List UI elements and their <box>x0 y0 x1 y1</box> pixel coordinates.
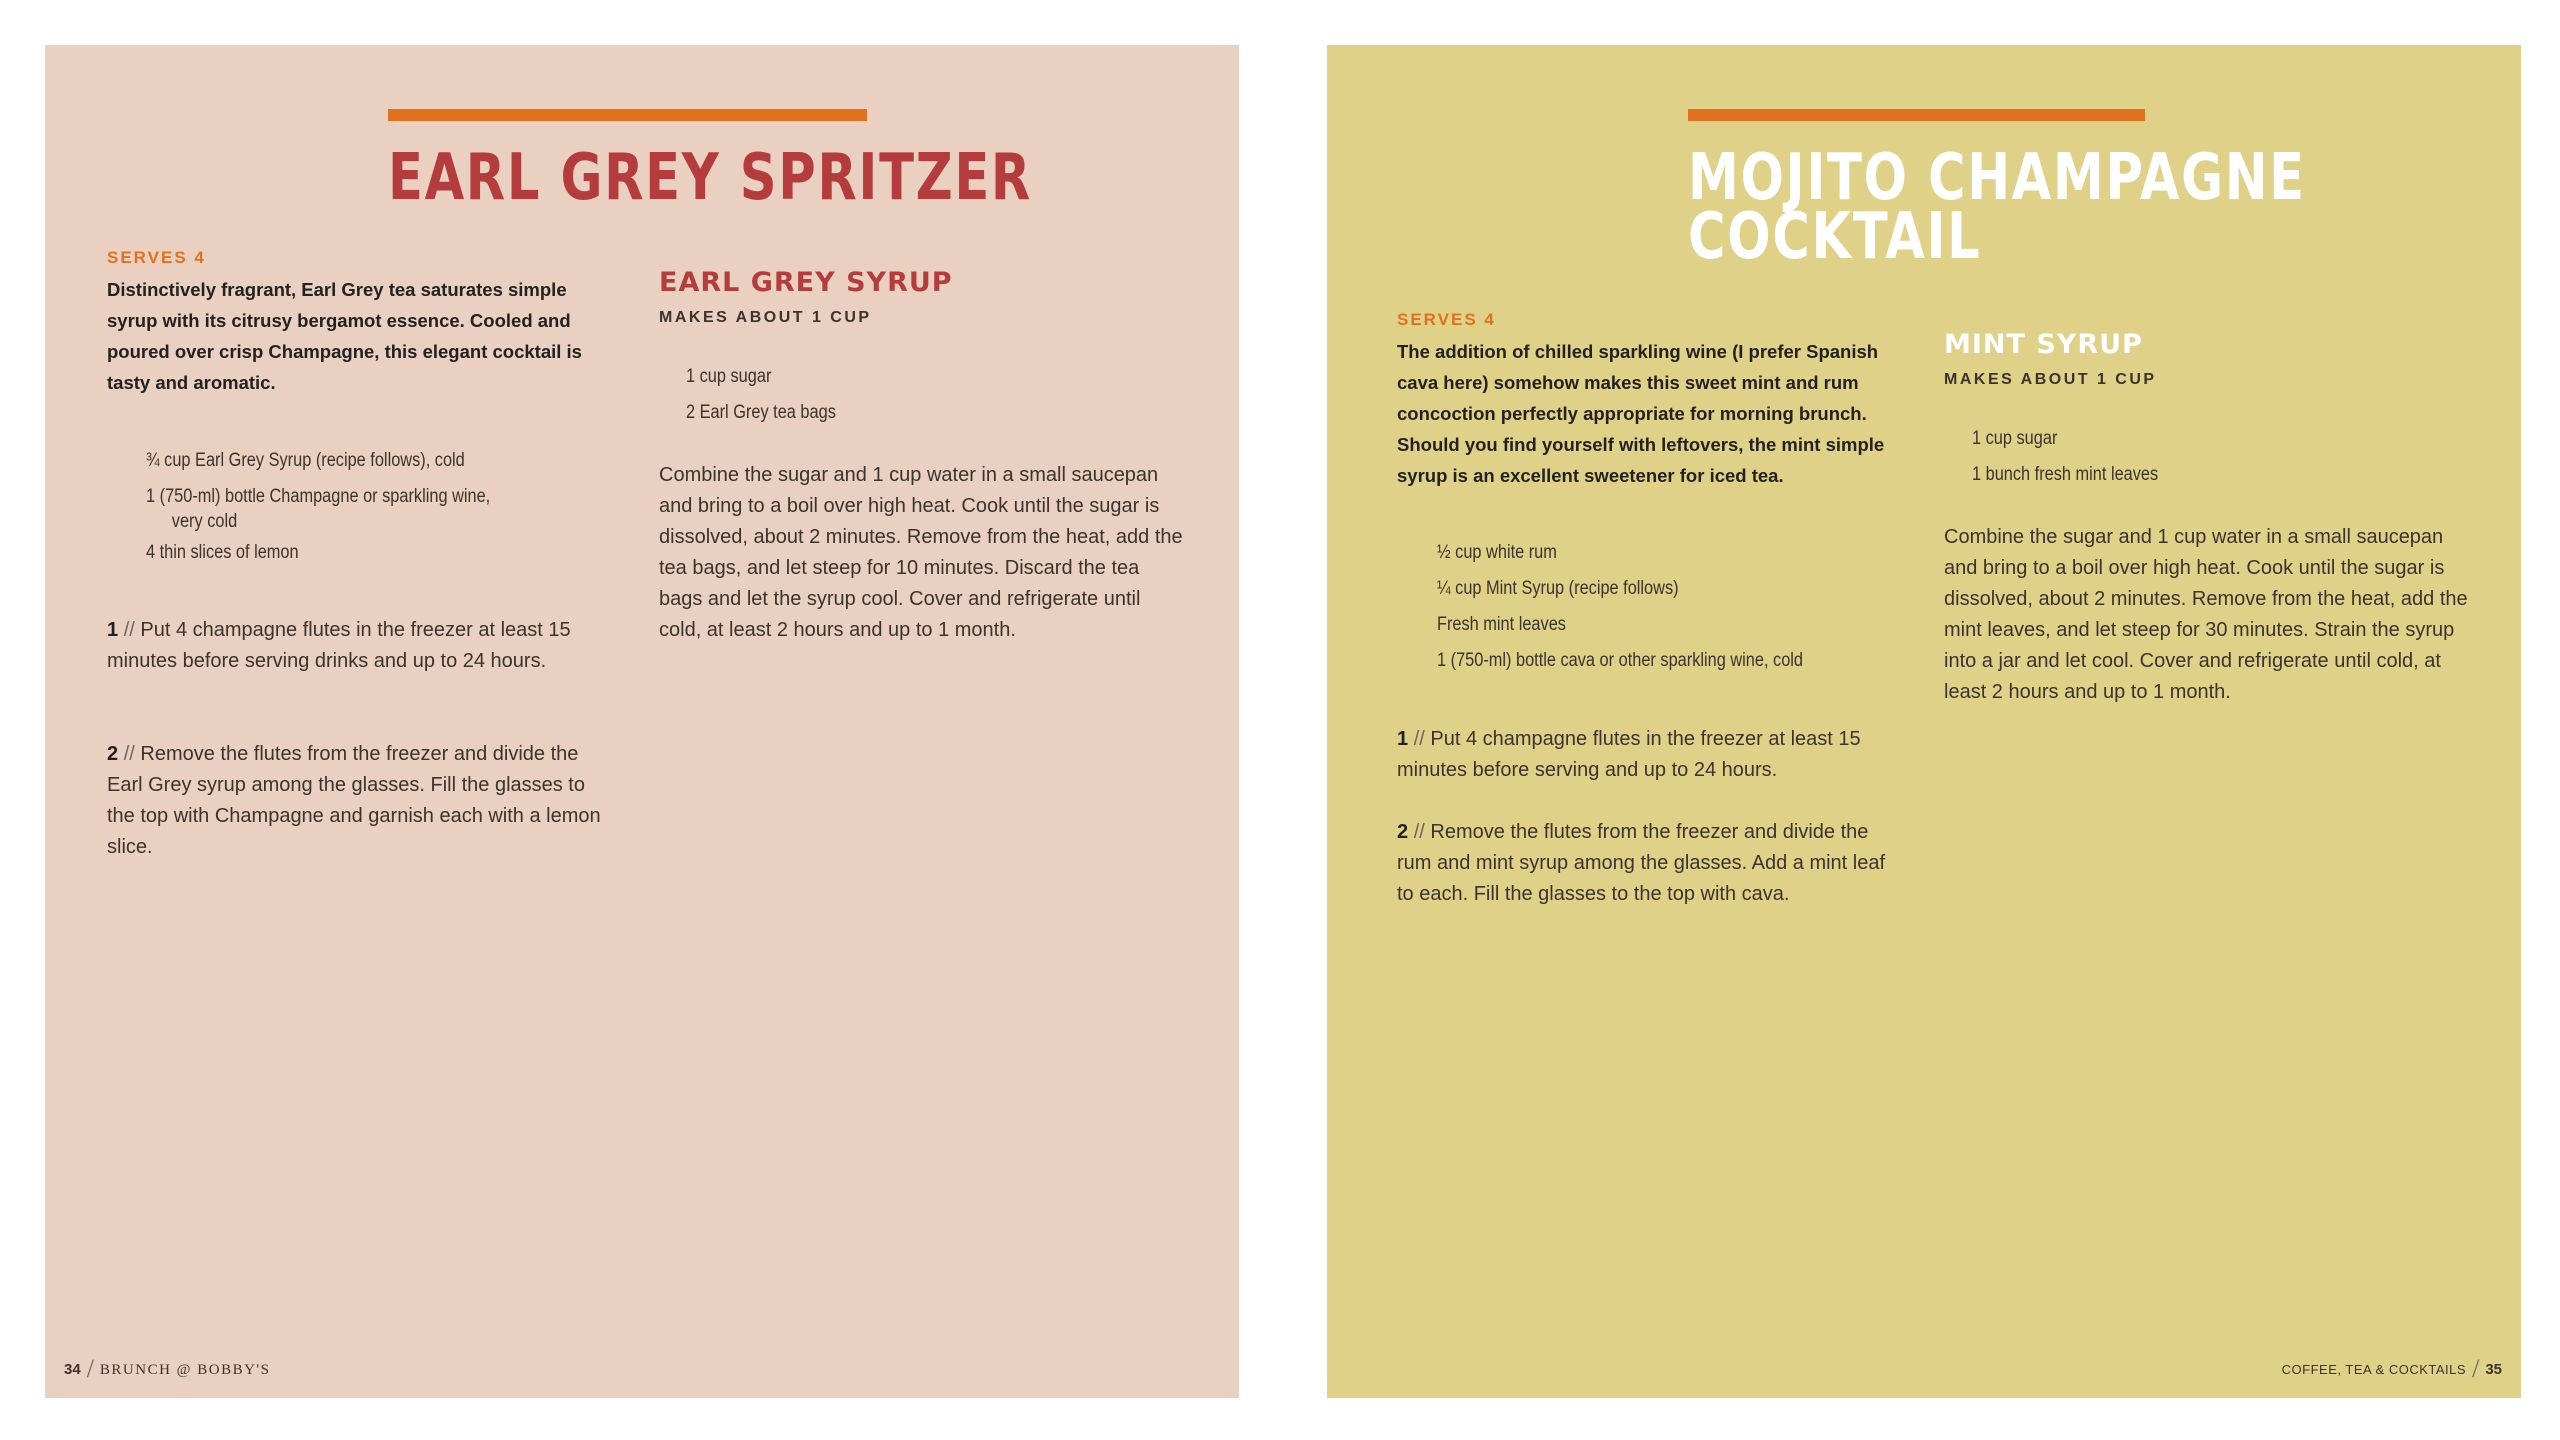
sub-recipe-yield: MAKES ABOUT 1 CUP <box>1944 371 2157 388</box>
page-number: 34 <box>64 1361 81 1378</box>
recipe-title-line: MOJITO CHAMPAGNE <box>1688 141 2306 215</box>
step-text: Put 4 champagne flutes in the freezer at least 15 minutes before serving drinks and up to 24 hours. <box>107 619 571 672</box>
footer-separator: / <box>2472 1354 2480 1383</box>
title-accent-rule <box>1688 109 2145 121</box>
sub-recipe-method: Combine the sugar and 1 cup water in a small saucepan and bring to a boil over high heat. Cook until the sugar is dissolved, about 2 minutes. Remove from the heat, add the mint leaves, and let steep for 30 minutes. Strain the syrup into a jar and let cool. Cover and refrigerate until cold, at least 2 hours and up to 1 month. <box>1944 526 2468 703</box>
page-number: 35 <box>2485 1361 2502 1378</box>
method-step <box>1397 724 1902 786</box>
step-separator: // <box>123 619 135 641</box>
serves-label: SERVES 4 <box>107 248 206 267</box>
step-text: Remove the flutes from the freezer and divide the Earl Grey syrup among the glasses. Fill the glasses to the top with Champagne and garnish each with a lemon slice. <box>107 743 601 858</box>
ingredient-item: Fresh mint leaves <box>1437 614 1566 635</box>
footer-separator: / <box>86 1354 94 1383</box>
sub-recipe-title: MINT SYRUP <box>1944 329 2143 360</box>
left-page <box>45 45 1239 1398</box>
ingredient-item: 1 cup sugar <box>686 366 772 387</box>
page-footer <box>64 1354 270 1384</box>
recipe-title: EARL GREY SPRITZER <box>388 141 1032 215</box>
recipe-intro: The addition of chilled sparkling wine (I prefer Spanish cava here) somehow makes this sweet mint and rum concoction perfectly appropriate for morning brunch. Should you find yourself with leftovers, the mint simple syrup is an excellent sweetener for iced tea. <box>1397 341 1885 486</box>
step-separator: // <box>123 743 135 765</box>
serves-label: SERVES 4 <box>1397 310 1496 329</box>
recipe-intro: Distinctively fragrant, Earl Grey tea saturates simple syrup with its citrusy bergamot essence. Cooled and poured over crisp Champagne, this elegant cocktail is tasty and aromatic. <box>107 279 582 393</box>
ingredient-list <box>1437 535 1863 679</box>
recipe-title-line: COCKTAIL <box>1688 200 1982 274</box>
ingredient-item: ½ cup white rum <box>1437 542 1557 563</box>
ingredient-item: 1 (750-ml) bottle Champagne or sparkling wine, very cold <box>146 486 491 532</box>
title-accent-rule <box>388 109 867 121</box>
sub-recipe-yield: MAKES ABOUT 1 CUP <box>659 309 872 326</box>
step-number: 1 <box>1397 728 1409 750</box>
method-step <box>1397 817 1902 910</box>
ingredient-item: ¼ cup Mint Syrup (recipe follows) <box>1437 578 1679 599</box>
book-title: BRUNCH @ BOBBY'S <box>99 1362 271 1378</box>
step-number: 2 <box>1397 821 1409 843</box>
sub-recipe-method: Combine the sugar and 1 cup water in a small saucepan and bring to a boil over high heat. Cook until the sugar is dissolved, about 2 minutes. Remove from the heat, add the tea bags, and let steep for 10 minutes. Discard the tea bags and let the syrup cool. Cover and refrigerate until cold, at least 2 hours and up to 1 month. <box>659 464 1183 641</box>
method-step <box>107 739 612 863</box>
chapter-title: COFFEE, TEA & COCKTAILS <box>2281 1362 2467 1377</box>
sub-recipe-title: EARL GREY SYRUP <box>659 267 953 298</box>
step-separator: // <box>1413 728 1425 750</box>
right-page <box>1327 45 2521 1398</box>
step-number: 2 <box>107 743 119 765</box>
step-number: 1 <box>107 619 119 641</box>
step-text: Remove the flutes from the freezer and divide the rum and mint syrup among the glasses. Add a mint leaf to each. Fill the glasses to the top with cava. <box>1397 821 1886 905</box>
ingredient-item: 4 thin slices of lemon <box>146 542 299 563</box>
recipe-title <box>1688 141 2306 274</box>
ingredient-item: 1 (750-ml) bottle cava or other sparkling wine, cold <box>1437 650 1804 671</box>
page-footer <box>2282 1354 2502 1384</box>
ingredient-item: ¾ cup Earl Grey Syrup (recipe follows), cold <box>146 450 465 471</box>
ingredient-item: 1 bunch fresh mint leaves <box>1972 464 2159 485</box>
step-text: Put 4 champagne flutes in the freezer at least 15 minutes before serving and up to 24 hours. <box>1397 728 1861 781</box>
sub-recipe-ingredient-list <box>686 359 860 431</box>
ingredient-list <box>146 443 546 571</box>
sub-recipe-ingredient-list <box>1972 421 2189 493</box>
step-separator: // <box>1413 821 1425 843</box>
ingredient-item: 2 Earl Grey tea bags <box>686 402 836 423</box>
ingredient-item: 1 cup sugar <box>1972 428 2058 449</box>
method-step <box>107 615 612 677</box>
